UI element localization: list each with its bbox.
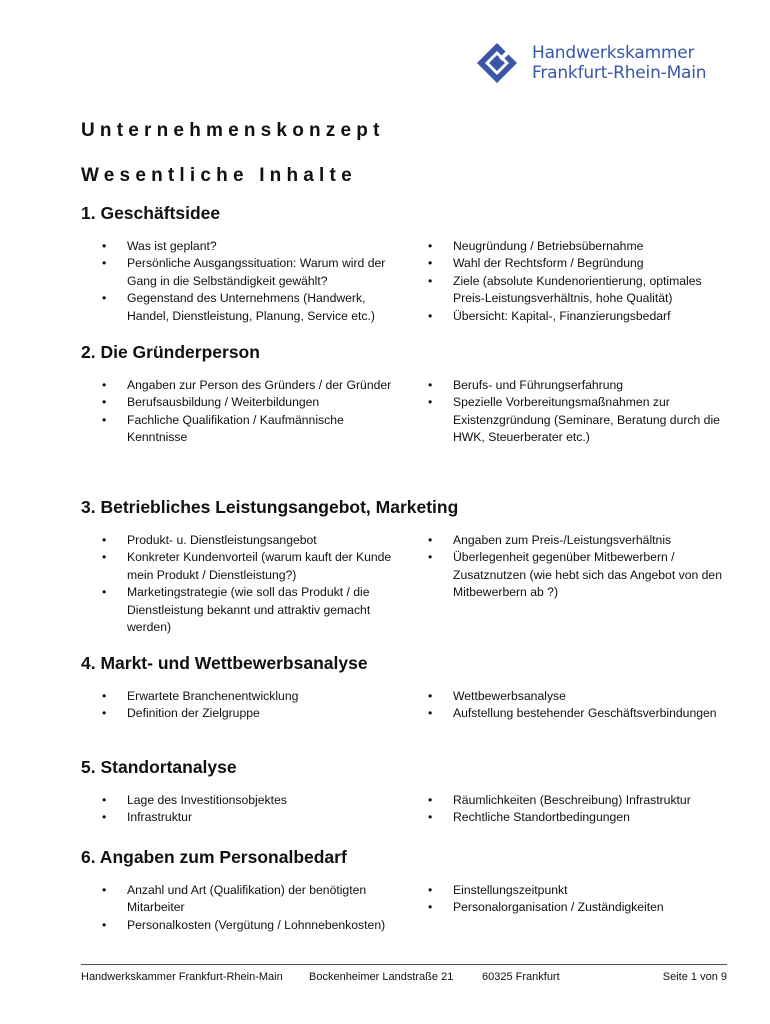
list-item: • Produkt- u. Dienstleistungsangebot [102,532,404,549]
list-item: • Personalorganisation / Zuständigkeiten [428,899,728,916]
list-item: • Überlegenheit gegenüber Mitbewerbern / Zusatznutzen (wie hebt sich das Angebot von den Mitbewerbern ab ?) [428,549,728,601]
bullet-list-left [102,532,404,636]
section-heading: 5. Standortanalyse [81,757,237,777]
list-item: • Persönliche Ausgangssituation: Warum wird der Gang in die Selbständigkeit gewählt? [102,255,404,290]
bullet-list-right [428,377,728,447]
list-item: • Lage des Investitionsobjektes [102,792,404,809]
section-markt-wettbewerbsanalyse [81,652,731,723]
section-geschaeftsidee [81,202,731,325]
section-personalbedarf [81,846,731,934]
list-item: • Neugründung / Betriebsübernahme [428,238,728,255]
list-item: • Angaben zum Preis-/Leistungsverhältnis [428,532,728,549]
section-heading: 6. Angaben zum Personalbedarf [81,847,347,867]
list-item: • Angaben zur Person des Gründers / der Gründer [102,377,404,394]
list-item: • Wettbewerbsanalyse [428,688,728,705]
list-item: • Anzahl und Art (Qualifikation) der benötigten Mitarbeiter [102,882,404,917]
section-gruenderperson [81,341,731,447]
list-item: • Was ist geplant? [102,238,404,255]
page-footer [81,964,727,989]
list-item: • Erwartete Branchenentwicklung [102,688,404,705]
section-standortanalyse [81,756,731,827]
bullet-list-left [102,688,404,723]
logo-line-1: Handwerkskammer [532,43,695,63]
section-heading: 2. Die Gründerperson [81,342,260,362]
list-item: • Personalkosten (Vergütung / Lohnnebenkosten) [102,917,404,934]
bullet-list-right [428,882,728,934]
list-item: • Rechtliche Standortbedingungen [428,809,728,826]
bullet-list-right [428,532,728,636]
list-item: • Räumlichkeiten (Beschreibung) Infrastruktur [428,792,728,809]
section-heading: 1. Geschäftsidee [81,203,221,223]
section-leistungsangebot-marketing [81,496,731,636]
bullet-list-right [428,792,728,827]
footer-page-number: Seite 1 von 9 [662,971,727,983]
list-item: • Infrastruktur [102,809,404,826]
list-item: • Spezielle Vorbereitungsmaßnahmen zur Existenzgründung (Seminare, Beratung durch die HWK, Steuerberater etc.) [428,394,728,446]
footer-street: Bockenheimer Landstraße 21 [309,971,454,983]
list-item: • Marketingstrategie (wie soll das Produkt / die Dienstleistung bekannt und attraktiv gemacht werden) [102,584,404,636]
bullet-list-left [102,882,404,934]
page-title: Unternehmenskonzept [81,120,385,141]
footer-city: 60325 Frankfurt [482,971,560,983]
bullet-list-right [428,238,728,325]
bullet-list-right [428,688,728,723]
bullet-list-left [102,377,404,447]
bullet-list-left [102,792,404,827]
list-item: • Berufs- und Führungserfahrung [428,377,728,394]
list-item: • Ziele (absolute Kundenorientierung, optimales Preis-Leistungsverhältnis, hohe Qualität) [428,273,728,308]
footer-organization: Handwerkskammer Frankfurt-Rhein-Main [81,971,283,983]
list-item: • Konkreter Kundenvorteil (warum kauft der Kunde mein Produkt / Dienstleistung?) [102,549,404,584]
logo-line-2: Frankfurt-Rhein-Main [532,63,707,83]
list-item: • Aufstellung bestehender Geschäftsverbindungen [428,705,728,722]
list-item: • Gegenstand des Unternehmens (Handwerk, Handel, Dienstleistung, Planung, Service etc.) [102,290,404,325]
list-item: • Definition der Zielgruppe [102,705,404,722]
section-heading: 3. Betriebliches Leistungsangebot, Marketing [81,497,459,517]
section-heading: 4. Markt- und Wettbewerbsanalyse [81,653,368,673]
bullet-list-left [102,238,404,325]
list-item: • Wahl der Rechtsform / Begründung [428,255,728,272]
hwk-logo-icon [476,42,518,84]
page-subtitle: Wesentliche Inhalte [81,165,357,186]
logo-text [532,43,706,83]
list-item: • Berufsausbildung / Weiterbildungen [102,394,404,411]
list-item: • Fachliche Qualifikation / Kaufmännische Kenntnisse [102,412,404,447]
list-item: • Einstellungszeitpunkt [428,882,728,899]
logo [476,42,706,84]
list-item: • Übersicht: Kapital-, Finanzierungsbedarf [428,308,728,325]
